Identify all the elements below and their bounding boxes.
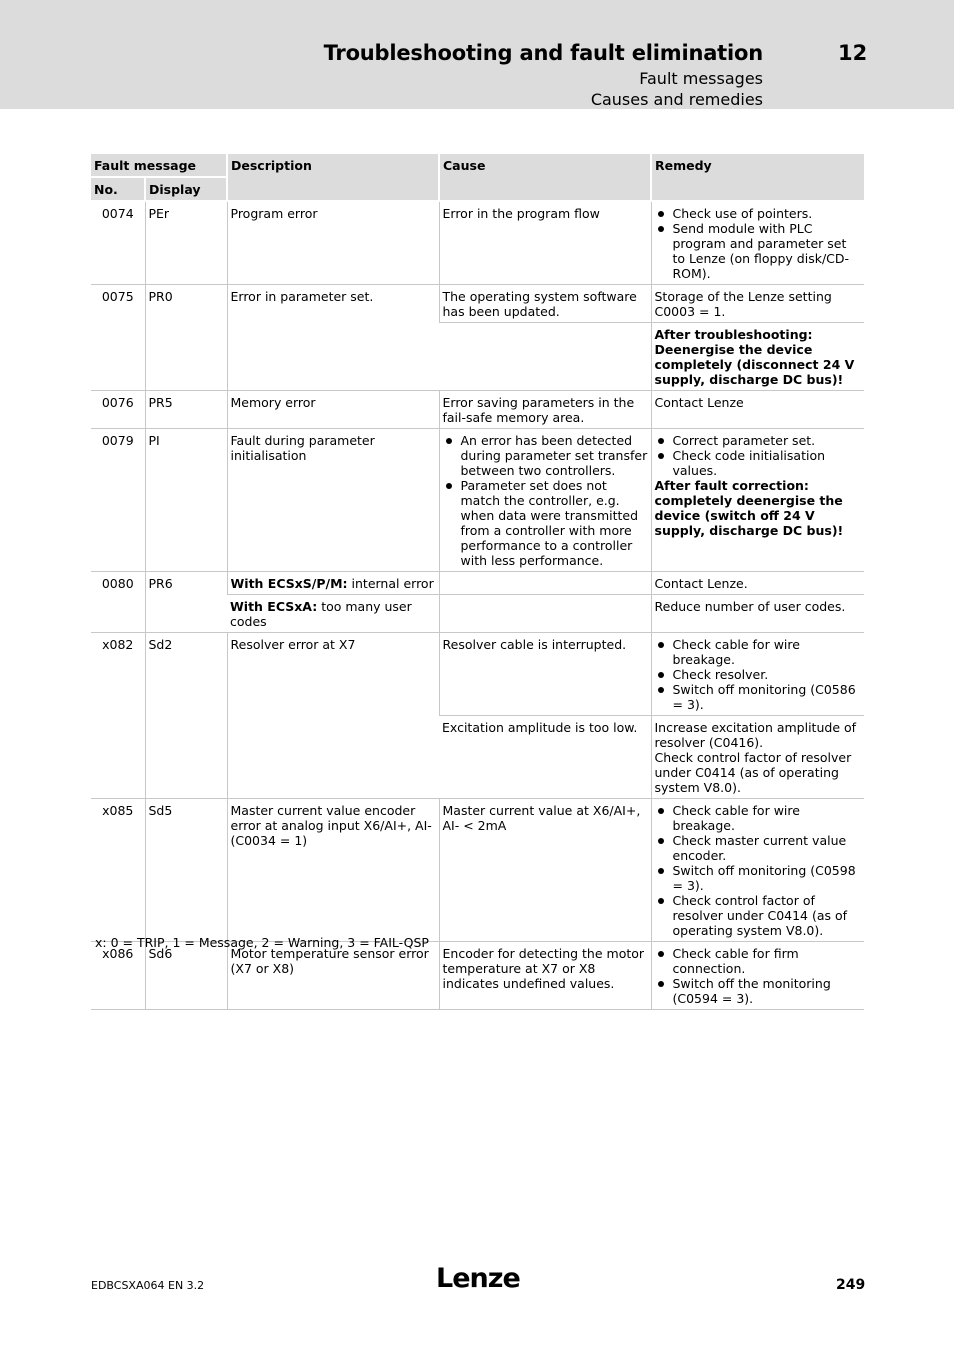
table-header-row bbox=[91, 154, 864, 177]
fault-cause: The operating system software has been updated. bbox=[439, 285, 651, 323]
list-item: Correct parameter set. bbox=[655, 433, 862, 448]
fault-no: 0080 bbox=[91, 572, 145, 633]
list-item: Switch off the monitoring (C0594 = 3). bbox=[655, 976, 862, 1006]
fault-table bbox=[91, 154, 864, 1010]
header-cause: Cause bbox=[439, 154, 651, 201]
fault-remedy bbox=[651, 633, 864, 716]
list-item: An error has been detected during parameter set transfer between two controllers. bbox=[443, 433, 648, 478]
fault-no: x082 bbox=[91, 633, 145, 799]
remedy-list bbox=[655, 433, 862, 478]
table-row bbox=[91, 799, 864, 942]
page-number: 249 bbox=[836, 1277, 866, 1293]
section-title: Fault messages bbox=[639, 69, 763, 88]
remedy-note: After fault correction: completely deenergise the device (switch off 24 V supply, discharge DC bus)! bbox=[654, 478, 844, 538]
fault-display: PI bbox=[145, 429, 227, 572]
fault-display: PR5 bbox=[145, 391, 227, 429]
remedy-note: After troubleshooting: Deenergise the device completely (disconnect 24 V supply, discharge DC bus)! bbox=[651, 323, 864, 391]
fault-cause bbox=[439, 429, 651, 572]
fault-display: Sd6 bbox=[145, 942, 227, 1010]
fault-description: Motor temperature sensor error (X7 or X8) bbox=[227, 942, 439, 1010]
fault-description bbox=[227, 572, 439, 595]
remedy-list bbox=[655, 206, 862, 281]
list-item: Check cable for wire breakage. bbox=[655, 803, 862, 833]
fault-remedy bbox=[651, 201, 864, 285]
list-item: Check master current value encoder. bbox=[655, 833, 862, 863]
fault-display: PR0 bbox=[145, 285, 227, 391]
subsection-title: Causes and remedies bbox=[590, 90, 763, 109]
list-item: Check resolver. bbox=[655, 667, 862, 682]
fault-cause: Excitation amplitude is too low. bbox=[439, 716, 651, 799]
fault-display: PR6 bbox=[145, 572, 227, 633]
fault-description: Resolver error at X7 bbox=[227, 633, 439, 799]
fault-no: 0074 bbox=[91, 201, 145, 285]
table-row bbox=[91, 633, 864, 716]
fault-no: x085 bbox=[91, 799, 145, 942]
fault-display: PEr bbox=[145, 201, 227, 285]
page-header bbox=[0, 0, 954, 109]
fault-no: 0079 bbox=[91, 429, 145, 572]
header-description: Description bbox=[227, 154, 439, 201]
fault-description: Program error bbox=[227, 201, 439, 285]
variant-label: With ECSxA: bbox=[230, 599, 318, 614]
fault-cause: Encoder for detecting the motor temperature at X7 or X8 indicates undefined values. bbox=[439, 942, 651, 1010]
remedy-list bbox=[655, 946, 862, 1006]
fault-cause: Error saving parameters in the fail-safe memory area. bbox=[439, 391, 651, 429]
fault-display: Sd5 bbox=[145, 799, 227, 942]
list-item: Check cable for firm connection. bbox=[655, 946, 862, 976]
fault-cause-empty bbox=[439, 572, 651, 595]
fault-description: Memory error bbox=[227, 391, 439, 429]
table-row bbox=[91, 572, 864, 595]
cause-list bbox=[443, 433, 648, 568]
fault-remedy: Contact Lenze bbox=[651, 391, 864, 429]
fault-no: x086 bbox=[91, 942, 145, 1010]
table-row bbox=[91, 429, 864, 572]
fault-remedy: Reduce number of user codes. bbox=[651, 595, 864, 633]
list-item: Switch off monitoring (C0586 = 3). bbox=[655, 682, 862, 712]
fault-remedy bbox=[651, 799, 864, 942]
document-id: EDBCSXA064 EN 3.2 bbox=[91, 1279, 205, 1292]
fault-description: Error in parameter set. bbox=[227, 285, 439, 391]
fault-description: Master current value encoder error at analog input X6/AI+, AI- (C0034 = 1) bbox=[227, 799, 439, 942]
chapter-number: 12 bbox=[838, 41, 868, 65]
table-row bbox=[91, 285, 864, 323]
header-display: Display bbox=[145, 177, 227, 201]
list-item: Check use of pointers. bbox=[655, 206, 862, 221]
header-no: No. bbox=[91, 177, 145, 201]
variant-text: too many user codes bbox=[230, 599, 412, 629]
table-row bbox=[91, 391, 864, 429]
fault-remedy bbox=[651, 942, 864, 1010]
remedy-list bbox=[655, 803, 862, 938]
fault-description bbox=[227, 595, 439, 633]
fault-remedy bbox=[651, 716, 864, 799]
fault-cause-empty bbox=[439, 323, 651, 391]
remedy-line: Increase excitation amplitude of resolver (C0416). bbox=[654, 720, 857, 750]
fault-cause: Master current value at X6/AI+, AI- < 2mA bbox=[439, 799, 651, 942]
lenze-logo: Lenze bbox=[436, 1263, 520, 1294]
fault-description: Fault during parameter initialisation bbox=[227, 429, 439, 572]
list-item: Send module with PLC program and parameter set to Lenze (on floppy disk/CD-ROM). bbox=[655, 221, 862, 281]
fault-cause: Resolver cable is interrupted. bbox=[439, 633, 651, 716]
variant-label: With ECSxS/P/M: bbox=[230, 576, 348, 591]
list-item: Parameter set does not match the controller, e.g. when data were transmitted from a controller with more performance to a controller with less performance. bbox=[443, 478, 648, 568]
fault-cause-empty bbox=[439, 595, 651, 633]
remedy-list bbox=[655, 637, 862, 712]
fault-remedy: Contact Lenze. bbox=[651, 572, 864, 595]
list-item: Check code initialisation values. bbox=[655, 448, 862, 478]
chapter-title: Troubleshooting and fault elimination bbox=[323, 41, 763, 65]
fault-cause: Error in the program flow bbox=[439, 201, 651, 285]
remedy-line: Check control factor of resolver under C0414 (as of operating system V8.0). bbox=[654, 750, 852, 795]
header-remedy: Remedy bbox=[651, 154, 864, 201]
table-row bbox=[91, 942, 864, 1010]
fault-display: Sd2 bbox=[145, 633, 227, 799]
table-row bbox=[91, 201, 864, 285]
fault-remedy bbox=[651, 429, 864, 572]
header-fault-message: Fault message bbox=[91, 154, 227, 177]
fault-no: 0076 bbox=[91, 391, 145, 429]
list-item: Switch off monitoring (C0598 = 3). bbox=[655, 863, 862, 893]
fault-remedy: Storage of the Lenze setting C0003 = 1. bbox=[651, 285, 864, 323]
variant-text: internal error bbox=[347, 576, 434, 591]
list-item: Check control factor of resolver under C0414 (as of operating system V8.0). bbox=[655, 893, 862, 938]
table-footnote: x: 0 = TRIP, 1 = Message, 2 = Warning, 3 = FAIL-QSP bbox=[95, 935, 429, 950]
list-item: Check cable for wire breakage. bbox=[655, 637, 862, 667]
fault-no: 0075 bbox=[91, 285, 145, 391]
